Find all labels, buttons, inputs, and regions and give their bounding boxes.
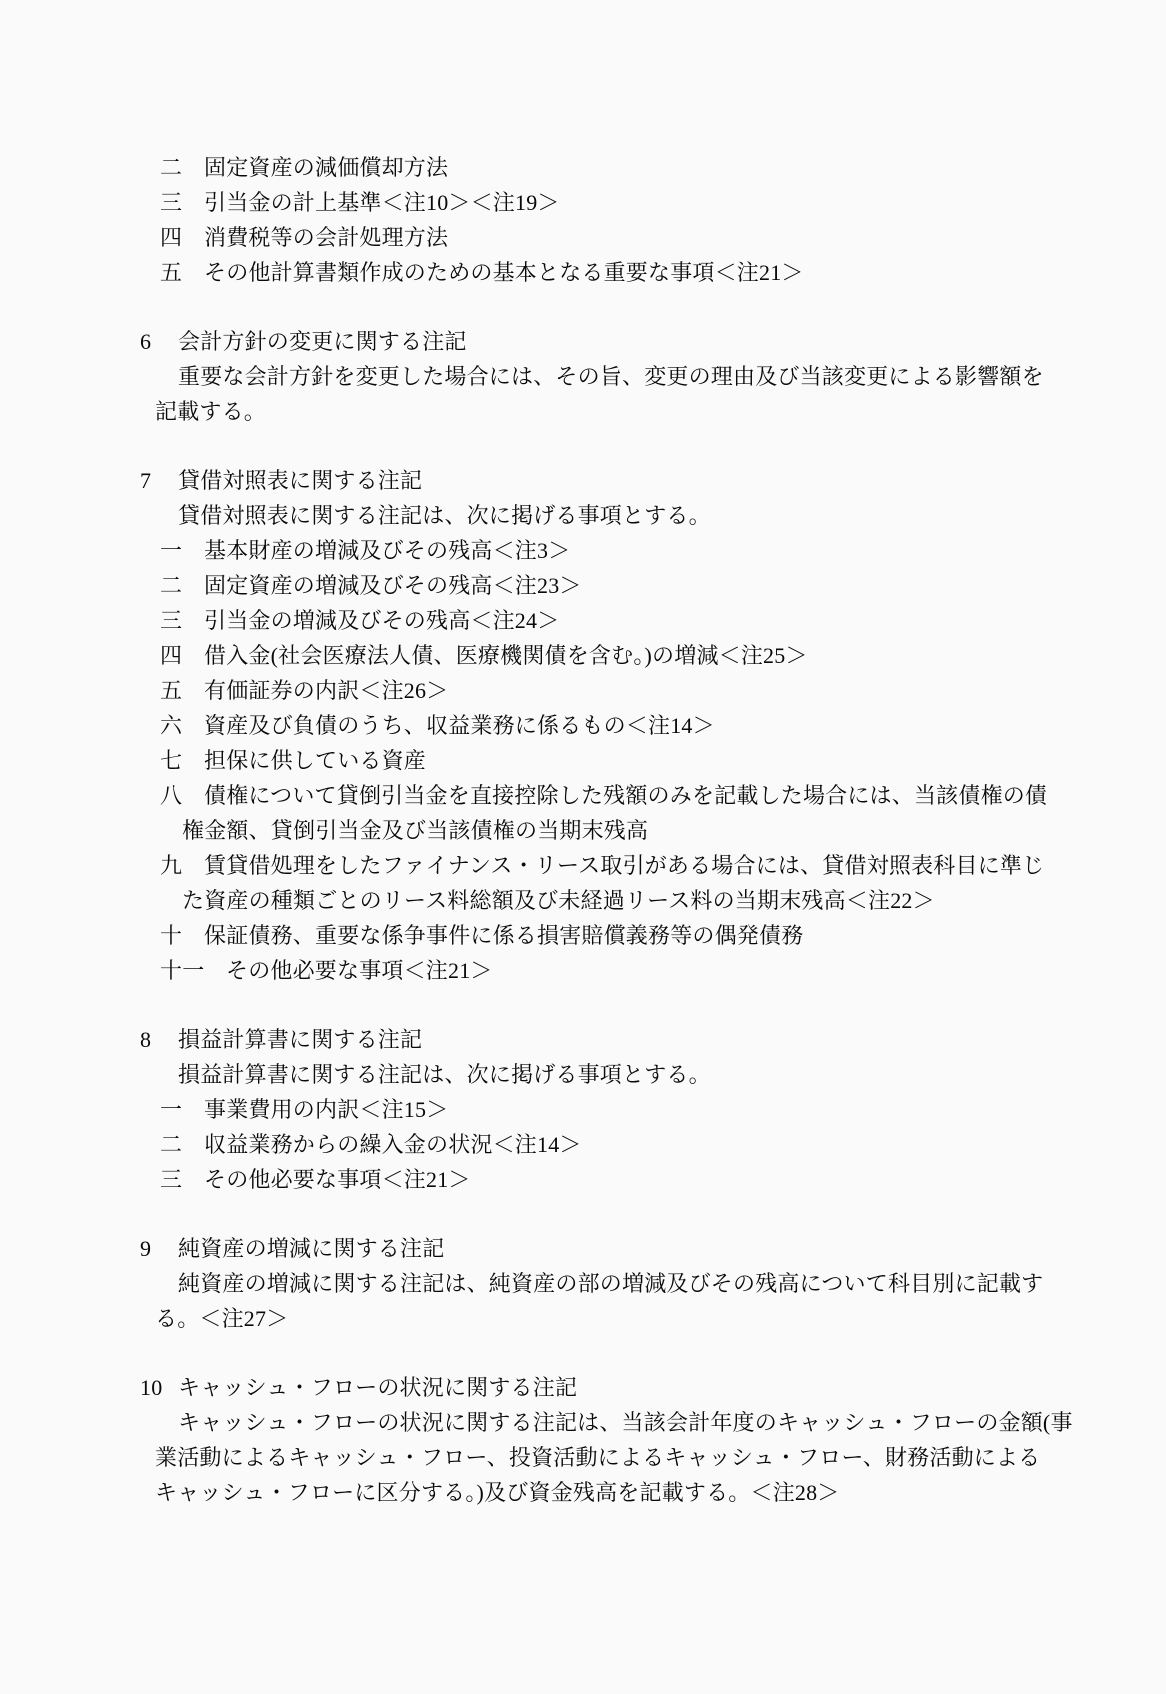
item-number: 四 xyxy=(160,225,183,250)
text-line xyxy=(155,1440,1166,1475)
line-text: 引当金の計上基準＜注10＞＜注19＞ xyxy=(204,190,560,215)
line-text: キャッシュ・フローの状況に関する注記は、当該会計年度のキャッシュ・フローの金額(事 xyxy=(178,1410,1073,1435)
text-line xyxy=(140,1370,1166,1405)
line-text: 資産及び負債のうち、収益業務に係るもの＜注14＞ xyxy=(204,713,715,738)
item-number: 八 xyxy=(160,783,183,808)
line-text: 権金額、貸倒引当金及び当該債権の当期末残高 xyxy=(182,818,649,843)
line-text: キャッシュ・フローの状況に関する注記 xyxy=(178,1375,578,1400)
text-line xyxy=(160,185,1166,220)
text-line xyxy=(182,813,1166,848)
line-text: 収益業務からの繰入金の状況＜注14＞ xyxy=(204,1132,582,1157)
text-line xyxy=(160,603,1166,638)
line-text: 業活動によるキャッシュ・フロー、投資活動によるキャッシュ・フロー、財務活動による xyxy=(155,1445,1041,1470)
item-number: 六 xyxy=(160,713,183,738)
text-line xyxy=(160,638,1166,673)
item-number: 九 xyxy=(160,853,183,878)
line-text: 会計方針の変更に関する注記 xyxy=(178,329,467,354)
item-number: 二 xyxy=(160,155,183,180)
line-text: その他必要な事項＜注21＞ xyxy=(226,958,493,983)
text-line xyxy=(155,1301,1166,1336)
text-line xyxy=(160,220,1166,255)
line-text: 基本財産の増減及びその残高＜注3＞ xyxy=(204,538,571,563)
item-number: 五 xyxy=(160,260,183,285)
section-number: 6 xyxy=(140,329,152,354)
line-text: 固定資産の減価償却方法 xyxy=(204,155,449,180)
item-number: 四 xyxy=(160,643,183,668)
line-text: 貸借対照表に関する注記 xyxy=(178,468,423,493)
line-text: 借入金(社会医療法人債、医療機関債を含む。)の増減＜注25＞ xyxy=(204,643,808,668)
text-line xyxy=(160,150,1166,185)
section-number: 7 xyxy=(140,468,152,493)
line-text: キャッシュ・フローに区分する。)及び資金残高を記載する。＜注28＞ xyxy=(155,1480,840,1505)
line-text: 消費税等の会計処理方法 xyxy=(204,225,449,250)
text-line xyxy=(160,848,1166,883)
line-text: 記載する。 xyxy=(155,399,267,424)
text-line xyxy=(182,883,1166,918)
section-number: 10 xyxy=(140,1375,163,1400)
line-text: 純資産の増減に関する注記 xyxy=(178,1236,445,1261)
item-number: 十一 xyxy=(160,958,205,983)
line-text: 債権について貸倒引当金を直接控除した残額のみを記載した場合には、当該債権の債 xyxy=(204,783,1048,808)
text-line xyxy=(160,568,1166,603)
text-line xyxy=(160,673,1166,708)
item-number: 三 xyxy=(160,190,183,215)
line-text: る。＜注27＞ xyxy=(155,1306,289,1331)
text-line xyxy=(178,498,1166,533)
item-number: 二 xyxy=(160,573,183,598)
text-line xyxy=(155,394,1166,429)
text-line xyxy=(160,778,1166,813)
text-line xyxy=(178,1266,1166,1301)
line-text: 損益計算書に関する注記は、次に掲げる事項とする。 xyxy=(178,1062,711,1087)
text-line xyxy=(160,743,1166,778)
line-text: 貸借対照表に関する注記は、次に掲げる事項とする。 xyxy=(178,503,711,528)
text-line xyxy=(160,1162,1166,1197)
line-text: 純資産の増減に関する注記は、純資産の部の増減及びその残高について科目別に記載す xyxy=(178,1271,1044,1296)
text-line xyxy=(160,953,1166,988)
line-text: その他計算書類作成のための基本となる重要な事項＜注21＞ xyxy=(204,260,804,285)
text-line xyxy=(178,359,1166,394)
text-line xyxy=(140,1231,1166,1266)
section-number: 9 xyxy=(140,1236,152,1261)
text-line xyxy=(140,324,1166,359)
line-text: 引当金の増減及びその残高＜注24＞ xyxy=(204,608,560,633)
line-text: 有価証券の内訳＜注26＞ xyxy=(204,678,449,703)
line-text: 固定資産の増減及びその残高＜注23＞ xyxy=(204,573,582,598)
text-line xyxy=(178,1057,1166,1092)
text-line xyxy=(160,533,1166,568)
line-text: 保証債務、重要な係争事件に係る損害賠償義務等の偶発債務 xyxy=(204,923,804,948)
text-line xyxy=(178,1405,1166,1440)
text-line xyxy=(140,1022,1166,1057)
line-text: 損益計算書に関する注記 xyxy=(178,1027,423,1052)
text-line xyxy=(140,463,1166,498)
text-line xyxy=(160,1127,1166,1162)
item-number: 十 xyxy=(160,923,183,948)
item-number: 三 xyxy=(160,608,183,633)
item-number: 一 xyxy=(160,1097,183,1122)
line-text: 重要な会計方針を変更した場合には、その旨、変更の理由及び当該変更による影響額を xyxy=(178,364,1044,389)
item-number: 二 xyxy=(160,1132,183,1157)
text-line xyxy=(160,1092,1166,1127)
line-text: た資産の種類ごとのリース料総額及び未経過リース料の当期末残高＜注22＞ xyxy=(182,888,935,913)
line-text: 担保に供している資産 xyxy=(204,748,427,773)
text-line xyxy=(160,708,1166,743)
section-number: 8 xyxy=(140,1027,152,1052)
text-line xyxy=(160,255,1166,290)
text-line xyxy=(160,918,1166,953)
item-number: 五 xyxy=(160,678,183,703)
line-text: 賃貸借処理をしたファイナンス・リース取引がある場合には、貸借対照表科目に準じ xyxy=(204,853,1045,878)
line-text: 事業費用の内訳＜注15＞ xyxy=(204,1097,449,1122)
item-number: 一 xyxy=(160,538,183,563)
item-number: 三 xyxy=(160,1167,183,1192)
item-number: 七 xyxy=(160,748,183,773)
document-text-block xyxy=(0,150,1166,1510)
line-text: その他必要な事項＜注21＞ xyxy=(204,1167,471,1192)
text-line xyxy=(155,1475,1166,1510)
